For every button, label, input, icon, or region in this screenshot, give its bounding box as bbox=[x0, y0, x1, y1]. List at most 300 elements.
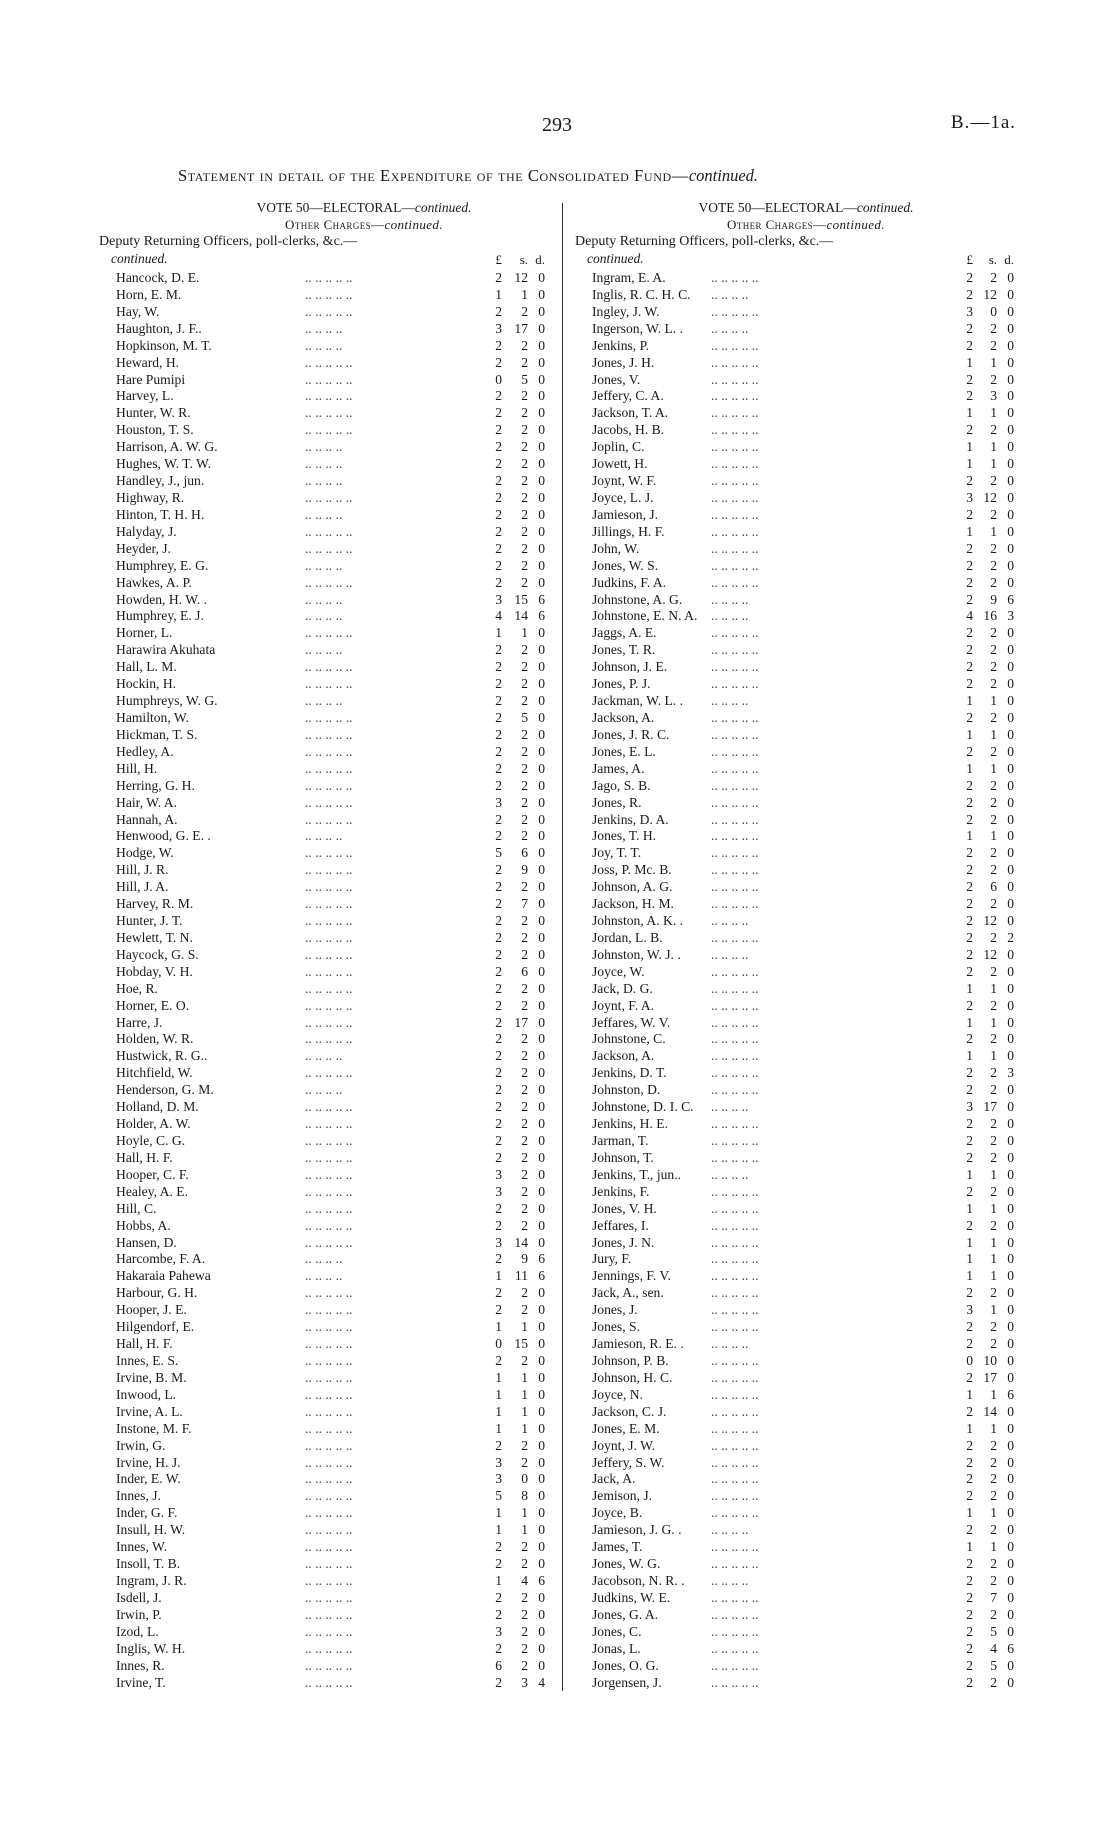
leader-dots: .. .. .. .. .. bbox=[711, 337, 759, 353]
leader-dots: .. .. .. .. .. bbox=[711, 1133, 759, 1149]
pence-cell: 0 bbox=[538, 862, 545, 878]
name-cell: Jenkins, T., jun.. bbox=[592, 1166, 681, 1182]
shillings-cell: 2 bbox=[990, 1674, 997, 1690]
pence-cell: 0 bbox=[538, 1403, 545, 1419]
shillings-cell: 1 bbox=[990, 693, 997, 709]
pence-cell: 0 bbox=[1007, 1319, 1014, 1335]
pounds-cell: 2 bbox=[495, 1539, 502, 1555]
table-row bbox=[99, 304, 559, 321]
pounds-cell: 2 bbox=[966, 557, 973, 573]
leader-dots: .. .. .. .. .. bbox=[305, 1471, 353, 1487]
leader-dots: .. .. .. .. .. bbox=[711, 1539, 759, 1555]
table-row bbox=[575, 1624, 1037, 1641]
shillings-cell: 1 bbox=[521, 625, 528, 641]
shillings-cell: 2 bbox=[990, 506, 997, 522]
pounds-cell: 2 bbox=[966, 1031, 973, 1047]
table-row bbox=[99, 625, 559, 642]
table-row bbox=[99, 1150, 559, 1167]
pounds-cell: 2 bbox=[966, 1319, 973, 1335]
table-row bbox=[99, 608, 559, 625]
name-cell: Hitchfield, W. bbox=[116, 1065, 193, 1081]
table-row bbox=[99, 1201, 559, 1218]
name-cell: Jackson, T. A. bbox=[592, 405, 669, 421]
pence-cell: 0 bbox=[1007, 1539, 1014, 1555]
pounds-cell: 2 bbox=[966, 1488, 973, 1504]
vote-heading-left bbox=[99, 200, 559, 216]
pence-cell: 0 bbox=[1007, 1048, 1014, 1064]
leader-dots: .. .. .. .. bbox=[711, 320, 749, 336]
pounds-cell: 2 bbox=[495, 963, 502, 979]
pounds-cell: 1 bbox=[495, 1369, 502, 1385]
table-row bbox=[99, 930, 559, 947]
pence-cell: 0 bbox=[1007, 405, 1014, 421]
name-cell: Humphrey, E. G. bbox=[116, 557, 209, 573]
leader-dots: .. .. .. .. .. bbox=[305, 896, 353, 912]
pence-cell: 0 bbox=[538, 1522, 545, 1538]
pence-cell: 3 bbox=[1007, 1065, 1014, 1081]
table-row bbox=[575, 1184, 1037, 1201]
pounds-cell: 0 bbox=[495, 371, 502, 387]
leader-dots: .. .. .. .. .. bbox=[711, 1640, 759, 1656]
pounds-cell: 2 bbox=[966, 709, 973, 725]
name-cell: Johnson, J. E. bbox=[592, 659, 668, 675]
leader-dots: .. .. .. .. .. bbox=[711, 1082, 759, 1098]
name-cell: Jones, T. R. bbox=[592, 642, 656, 658]
shillings-cell: 12 bbox=[514, 270, 528, 285]
pounds-cell: 0 bbox=[495, 1336, 502, 1352]
pence-cell: 0 bbox=[538, 286, 545, 302]
name-cell: Harbour, G. H. bbox=[116, 1285, 198, 1301]
pounds-cell: 1 bbox=[966, 760, 973, 776]
pence-cell: 0 bbox=[538, 1116, 545, 1132]
pounds-cell: 2 bbox=[966, 1149, 973, 1165]
name-cell: Hopkinson, M. T. bbox=[116, 337, 212, 353]
pence-cell: 0 bbox=[1007, 337, 1014, 353]
leader-dots: .. .. .. .. .. bbox=[711, 506, 759, 522]
pounds-cell: 2 bbox=[966, 1572, 973, 1588]
shillings-cell: 15 bbox=[514, 1336, 528, 1352]
pence-cell: 0 bbox=[1007, 1302, 1014, 1318]
leader-dots: .. .. .. .. .. bbox=[711, 1420, 759, 1436]
pounds-cell: 2 bbox=[966, 1403, 973, 1419]
name-cell: Insull, H. W. bbox=[116, 1522, 186, 1538]
shillings-cell: 15 bbox=[514, 591, 528, 607]
leader-dots: .. .. .. .. .. bbox=[711, 270, 759, 285]
pounds-cell: 2 bbox=[966, 1589, 973, 1605]
table-row bbox=[575, 862, 1037, 879]
shillings-cell: 2 bbox=[990, 743, 997, 759]
pounds-cell: 2 bbox=[495, 659, 502, 675]
other-charges-italic: continued. bbox=[826, 217, 885, 232]
leader-dots: .. .. .. .. .. bbox=[711, 388, 759, 404]
pence-cell: 0 bbox=[1007, 794, 1014, 810]
pence-cell: 0 bbox=[1007, 1674, 1014, 1690]
pence-cell: 0 bbox=[538, 1420, 545, 1436]
table-row bbox=[575, 1488, 1037, 1505]
pounds-cell: 3 bbox=[495, 1234, 502, 1250]
table-row bbox=[99, 659, 559, 676]
name-cell: Hunter, J. T. bbox=[116, 913, 183, 929]
pounds-cell: 3 bbox=[495, 1183, 502, 1199]
pence-cell: 0 bbox=[538, 946, 545, 962]
pence-cell: 0 bbox=[1007, 1353, 1014, 1368]
pounds-cell: 1 bbox=[495, 1386, 502, 1402]
shillings-cell: 1 bbox=[521, 1386, 528, 1402]
shillings-cell: 1 bbox=[990, 456, 997, 472]
leader-dots: .. .. .. .. .. bbox=[305, 743, 353, 759]
pence-cell: 0 bbox=[1007, 1217, 1014, 1233]
pounds-cell: 2 bbox=[966, 963, 973, 979]
pounds-cell: 1 bbox=[966, 980, 973, 996]
table-row bbox=[99, 1133, 559, 1150]
name-cell: Henderson, G. M. bbox=[116, 1082, 214, 1098]
pounds-cell: 1 bbox=[966, 523, 973, 539]
name-cell: Johnson, P. B. bbox=[592, 1353, 669, 1368]
leader-dots: .. .. .. .. .. bbox=[711, 439, 759, 455]
pence-cell: 0 bbox=[538, 828, 545, 844]
shillings-cell: 3 bbox=[521, 1674, 528, 1690]
pence-cell: 0 bbox=[538, 896, 545, 912]
name-cell: Hewlett, T. N. bbox=[116, 929, 193, 945]
pence-cell: 0 bbox=[538, 439, 545, 455]
name-cell: Judkins, F. A. bbox=[592, 574, 667, 590]
pound-header: £ bbox=[966, 252, 973, 267]
pounds-cell: 2 bbox=[966, 1133, 973, 1149]
shillings-cell: 2 bbox=[521, 1589, 528, 1605]
name-cell: Hannah, A. bbox=[116, 811, 178, 827]
pounds-cell: 2 bbox=[966, 506, 973, 522]
leader-dots: .. .. .. .. .. bbox=[711, 625, 759, 641]
pounds-cell: 2 bbox=[495, 523, 502, 539]
leader-dots: .. .. .. .. .. bbox=[305, 1386, 353, 1402]
pence-cell: 0 bbox=[1007, 1200, 1014, 1216]
pence-cell: 0 bbox=[1007, 862, 1014, 878]
name-cell: Judkins, W. E. bbox=[592, 1589, 671, 1605]
table-row bbox=[99, 1387, 559, 1404]
leader-dots: .. .. .. .. .. bbox=[711, 726, 759, 742]
table-row bbox=[575, 1031, 1037, 1048]
pounds-cell: 3 bbox=[495, 794, 502, 810]
table-row bbox=[575, 1336, 1037, 1353]
table-row bbox=[99, 862, 559, 879]
pence-cell: 6 bbox=[538, 1251, 545, 1267]
table-row bbox=[99, 896, 559, 913]
table-row bbox=[575, 524, 1037, 541]
pence-cell: 0 bbox=[538, 1031, 545, 1047]
name-cell: Irwin, P. bbox=[116, 1606, 162, 1622]
name-cell: Jenkins, D. T. bbox=[592, 1065, 667, 1081]
shillings-cell: 12 bbox=[983, 489, 997, 505]
leader-dots: .. .. .. .. bbox=[305, 456, 343, 472]
table-row bbox=[575, 930, 1037, 947]
pence-cell: 6 bbox=[538, 591, 545, 607]
pounds-cell: 2 bbox=[966, 337, 973, 353]
leader-dots: .. .. .. .. .. bbox=[305, 1454, 353, 1470]
pence-cell: 0 bbox=[538, 337, 545, 353]
shillings-cell: 2 bbox=[521, 1606, 528, 1622]
leader-dots: .. .. .. .. .. bbox=[711, 1505, 759, 1521]
pence-cell: 0 bbox=[1007, 1403, 1014, 1419]
table-row bbox=[99, 321, 559, 338]
table-row bbox=[575, 642, 1037, 659]
pence-cell: 0 bbox=[538, 557, 545, 573]
leader-dots: .. .. .. .. .. bbox=[711, 1116, 759, 1132]
shillings-cell: 1 bbox=[990, 726, 997, 742]
name-cell: Jones, R. bbox=[592, 794, 642, 810]
pounds-cell: 2 bbox=[966, 879, 973, 895]
pence-cell: 0 bbox=[538, 1369, 545, 1385]
leader-dots: .. .. .. .. .. bbox=[711, 642, 759, 658]
pence-cell: 0 bbox=[538, 997, 545, 1013]
pence-cell: 0 bbox=[1007, 1116, 1014, 1132]
leader-dots: .. .. .. .. .. bbox=[711, 1183, 759, 1199]
leader-dots: .. .. .. .. .. bbox=[711, 523, 759, 539]
leader-dots: .. .. .. .. .. bbox=[711, 1149, 759, 1165]
leader-dots: .. .. .. .. .. bbox=[711, 1285, 759, 1301]
shillings-cell: 2 bbox=[521, 303, 528, 319]
table-row bbox=[99, 1488, 559, 1505]
leader-dots: .. .. .. .. .. bbox=[305, 946, 353, 962]
name-cell: Joynt, F. A. bbox=[592, 997, 654, 1013]
name-cell: Harrison, A. W. G. bbox=[116, 439, 218, 455]
pence-cell: 0 bbox=[538, 1556, 545, 1572]
table-row bbox=[575, 795, 1037, 812]
pounds-cell: 2 bbox=[966, 1082, 973, 1098]
leader-dots: .. .. .. .. .. bbox=[305, 879, 353, 895]
name-cell: Inder, E. W. bbox=[116, 1471, 181, 1487]
pence-cell: 0 bbox=[538, 1183, 545, 1199]
shillings-cell: 2 bbox=[990, 1319, 997, 1335]
pence-cell: 0 bbox=[1007, 354, 1014, 370]
pence-cell: 0 bbox=[538, 963, 545, 979]
table-row bbox=[99, 1539, 559, 1556]
leader-dots: .. .. .. .. .. bbox=[711, 879, 759, 895]
leader-dots: .. .. .. .. .. bbox=[711, 1048, 759, 1064]
leader-dots: .. .. .. .. .. bbox=[711, 422, 759, 438]
leader-dots: .. .. .. .. .. bbox=[305, 1623, 353, 1639]
shillings-cell: 17 bbox=[514, 1014, 528, 1030]
shillings-cell: 1 bbox=[990, 1166, 997, 1182]
leader-dots: .. .. .. .. .. bbox=[711, 845, 759, 861]
pence-cell: 0 bbox=[538, 794, 545, 810]
pence-cell: 0 bbox=[538, 642, 545, 658]
pounds-cell: 2 bbox=[495, 1556, 502, 1572]
pence-cell: 0 bbox=[1007, 540, 1014, 556]
table-row bbox=[99, 507, 559, 524]
shillings-cell: 1 bbox=[990, 1200, 997, 1216]
shillings-cell: 2 bbox=[990, 540, 997, 556]
leader-dots: .. .. .. .. .. bbox=[711, 1437, 759, 1453]
shillings-cell: 1 bbox=[990, 439, 997, 455]
name-cell: Hughes, W. T. W. bbox=[116, 456, 212, 472]
leader-dots: .. .. .. .. bbox=[305, 473, 343, 489]
pounds-cell: 2 bbox=[495, 439, 502, 455]
pounds-cell: 2 bbox=[495, 726, 502, 742]
table-row bbox=[575, 1150, 1037, 1167]
other-charges-left bbox=[99, 216, 559, 234]
name-cell: Hancock, D. E. bbox=[116, 270, 200, 285]
table-row bbox=[575, 1387, 1037, 1404]
leader-dots: .. .. .. .. .. bbox=[305, 1556, 353, 1572]
table-row bbox=[99, 1015, 559, 1032]
shillings-cell: 6 bbox=[521, 845, 528, 861]
name-cell: Horn, E. M. bbox=[116, 286, 182, 302]
pounds-cell: 2 bbox=[966, 1065, 973, 1081]
leader-dots: .. .. .. .. .. bbox=[711, 777, 759, 793]
name-cell: Heyder, J. bbox=[116, 540, 171, 556]
leader-dots: .. .. .. .. .. bbox=[711, 1454, 759, 1470]
pounds-cell: 2 bbox=[495, 540, 502, 556]
table-row bbox=[575, 1099, 1037, 1116]
shillings-cell: 14 bbox=[514, 608, 528, 624]
shillings-cell: 2 bbox=[990, 1572, 997, 1588]
shillings-cell: 2 bbox=[521, 354, 528, 370]
shillings-cell: 7 bbox=[990, 1589, 997, 1605]
name-cell: Hill, H. bbox=[116, 760, 158, 776]
pounds-cell: 2 bbox=[495, 1065, 502, 1081]
shillings-cell: 12 bbox=[983, 946, 997, 962]
shillings-cell: 2 bbox=[521, 473, 528, 489]
leader-dots: .. .. .. .. .. bbox=[305, 659, 353, 675]
shillings-cell: 2 bbox=[521, 828, 528, 844]
name-cell: Jack, D. G. bbox=[592, 980, 653, 996]
pounds-cell: 1 bbox=[495, 286, 502, 302]
shillings-cell: 2 bbox=[990, 422, 997, 438]
other-charges-italic: continued. bbox=[384, 217, 443, 232]
table-row bbox=[575, 778, 1037, 795]
leader-dots: .. .. .. .. bbox=[711, 608, 749, 624]
shillings-cell: 7 bbox=[521, 896, 528, 912]
leader-dots: .. .. .. .. .. bbox=[711, 1674, 759, 1690]
name-cell: Jennings, F. V. bbox=[592, 1268, 671, 1284]
leader-dots: .. .. .. .. .. bbox=[305, 1505, 353, 1521]
table-row bbox=[575, 981, 1037, 998]
pence-cell: 0 bbox=[538, 388, 545, 404]
leader-dots: .. .. .. .. .. bbox=[305, 1336, 353, 1352]
table-row bbox=[99, 1116, 559, 1133]
name-cell: Jones, V. bbox=[592, 371, 641, 387]
pence-cell: 0 bbox=[1007, 726, 1014, 742]
shillings-cell: 2 bbox=[990, 929, 997, 945]
shillings-cell: 1 bbox=[990, 760, 997, 776]
pounds-cell: 2 bbox=[966, 574, 973, 590]
table-row bbox=[575, 321, 1037, 338]
name-cell: Innes, R. bbox=[116, 1657, 165, 1673]
table-row bbox=[575, 828, 1037, 845]
leader-dots: .. .. .. .. bbox=[711, 1166, 749, 1182]
pounds-cell: 1 bbox=[966, 1251, 973, 1267]
leader-dots: .. .. .. .. .. bbox=[305, 1200, 353, 1216]
name-cell: Jones, V. H. bbox=[592, 1200, 657, 1216]
pence-cell: 0 bbox=[1007, 879, 1014, 895]
table-row bbox=[575, 1116, 1037, 1133]
pounds-cell: 2 bbox=[966, 913, 973, 929]
leader-dots: .. .. .. .. .. bbox=[305, 303, 353, 319]
shillings-cell: 17 bbox=[983, 1099, 997, 1115]
shillings-cell: 5 bbox=[990, 1623, 997, 1639]
name-cell: Jenkins, F. bbox=[592, 1183, 650, 1199]
pounds-cell: 1 bbox=[495, 1403, 502, 1419]
leader-dots: .. .. .. .. .. bbox=[305, 1234, 353, 1250]
pence-cell: 0 bbox=[1007, 743, 1014, 759]
shillings-cell: 2 bbox=[521, 405, 528, 421]
name-cell: Hansen, D. bbox=[116, 1234, 177, 1250]
table-row bbox=[575, 744, 1037, 761]
section-heading-text: Deputy Returning Officers, poll-clerks, &c.— bbox=[99, 234, 358, 249]
table-row bbox=[99, 1336, 559, 1353]
name-cell: Jones, T. H. bbox=[592, 828, 657, 844]
shillings-cell: 11 bbox=[514, 1268, 528, 1284]
pence-cell: 0 bbox=[1007, 1336, 1014, 1352]
leader-dots: .. .. .. .. .. bbox=[305, 354, 353, 370]
leader-dots: .. .. .. .. bbox=[305, 557, 343, 573]
shillings-cell: 2 bbox=[521, 1640, 528, 1656]
pounds-cell: 1 bbox=[966, 439, 973, 455]
pounds-cell: 1 bbox=[495, 625, 502, 641]
table-row bbox=[575, 1370, 1037, 1387]
pounds-cell: 1 bbox=[966, 354, 973, 370]
pounds-cell: 1 bbox=[966, 1014, 973, 1030]
pence-cell: 0 bbox=[1007, 1149, 1014, 1165]
table-row bbox=[99, 1675, 559, 1692]
pounds-cell: 2 bbox=[495, 811, 502, 827]
leader-dots: .. .. .. .. bbox=[711, 693, 749, 709]
shillings-cell: 2 bbox=[990, 1065, 997, 1081]
shillings-cell: 2 bbox=[521, 1353, 528, 1368]
table-row bbox=[99, 1471, 559, 1488]
leader-dots: .. .. .. .. .. bbox=[305, 1183, 353, 1199]
pence-cell: 0 bbox=[538, 1386, 545, 1402]
leader-dots: .. .. .. .. .. bbox=[305, 794, 353, 810]
other-charges-text: Other Charges— bbox=[285, 217, 385, 232]
pounds-cell: 2 bbox=[495, 1200, 502, 1216]
pence-cell: 6 bbox=[1007, 1386, 1014, 1402]
pounds-cell: 1 bbox=[495, 1420, 502, 1436]
table-row bbox=[575, 541, 1037, 558]
shillings-cell: 1 bbox=[521, 1403, 528, 1419]
pence-cell: 0 bbox=[538, 1471, 545, 1487]
pence-cell: 0 bbox=[538, 1319, 545, 1335]
table-row bbox=[575, 693, 1037, 710]
leader-dots: .. .. .. .. bbox=[305, 591, 343, 607]
pence-cell: 0 bbox=[1007, 388, 1014, 404]
table-row bbox=[575, 845, 1037, 862]
name-cell: James, A. bbox=[592, 760, 645, 776]
leader-dots: .. .. .. .. .. bbox=[305, 862, 353, 878]
leader-dots: .. .. .. .. .. bbox=[711, 1488, 759, 1504]
pounds-cell: 2 bbox=[966, 811, 973, 827]
pence-cell: 0 bbox=[538, 1234, 545, 1250]
leader-dots: .. .. .. .. .. bbox=[711, 1251, 759, 1267]
table-row bbox=[575, 1082, 1037, 1099]
name-cell: Johnson, T. bbox=[592, 1149, 654, 1165]
pence-cell: 0 bbox=[1007, 1572, 1014, 1588]
name-cell: Innes, J. bbox=[116, 1488, 161, 1504]
shillings-cell: 4 bbox=[990, 1640, 997, 1656]
table-row bbox=[99, 964, 559, 981]
pounds-cell: 2 bbox=[495, 946, 502, 962]
pounds-cell: 2 bbox=[495, 1606, 502, 1622]
pounds-cell: 2 bbox=[966, 946, 973, 962]
leader-dots: .. .. .. .. .. bbox=[305, 1403, 353, 1419]
shillings-cell: 17 bbox=[514, 320, 528, 336]
name-cell: Hickman, T. S. bbox=[116, 726, 198, 742]
shillings-cell: 2 bbox=[990, 320, 997, 336]
name-cell: Hedley, A. bbox=[116, 743, 174, 759]
pence-cell: 0 bbox=[538, 540, 545, 556]
pounds-cell: 2 bbox=[495, 1640, 502, 1656]
table-row bbox=[575, 388, 1037, 405]
